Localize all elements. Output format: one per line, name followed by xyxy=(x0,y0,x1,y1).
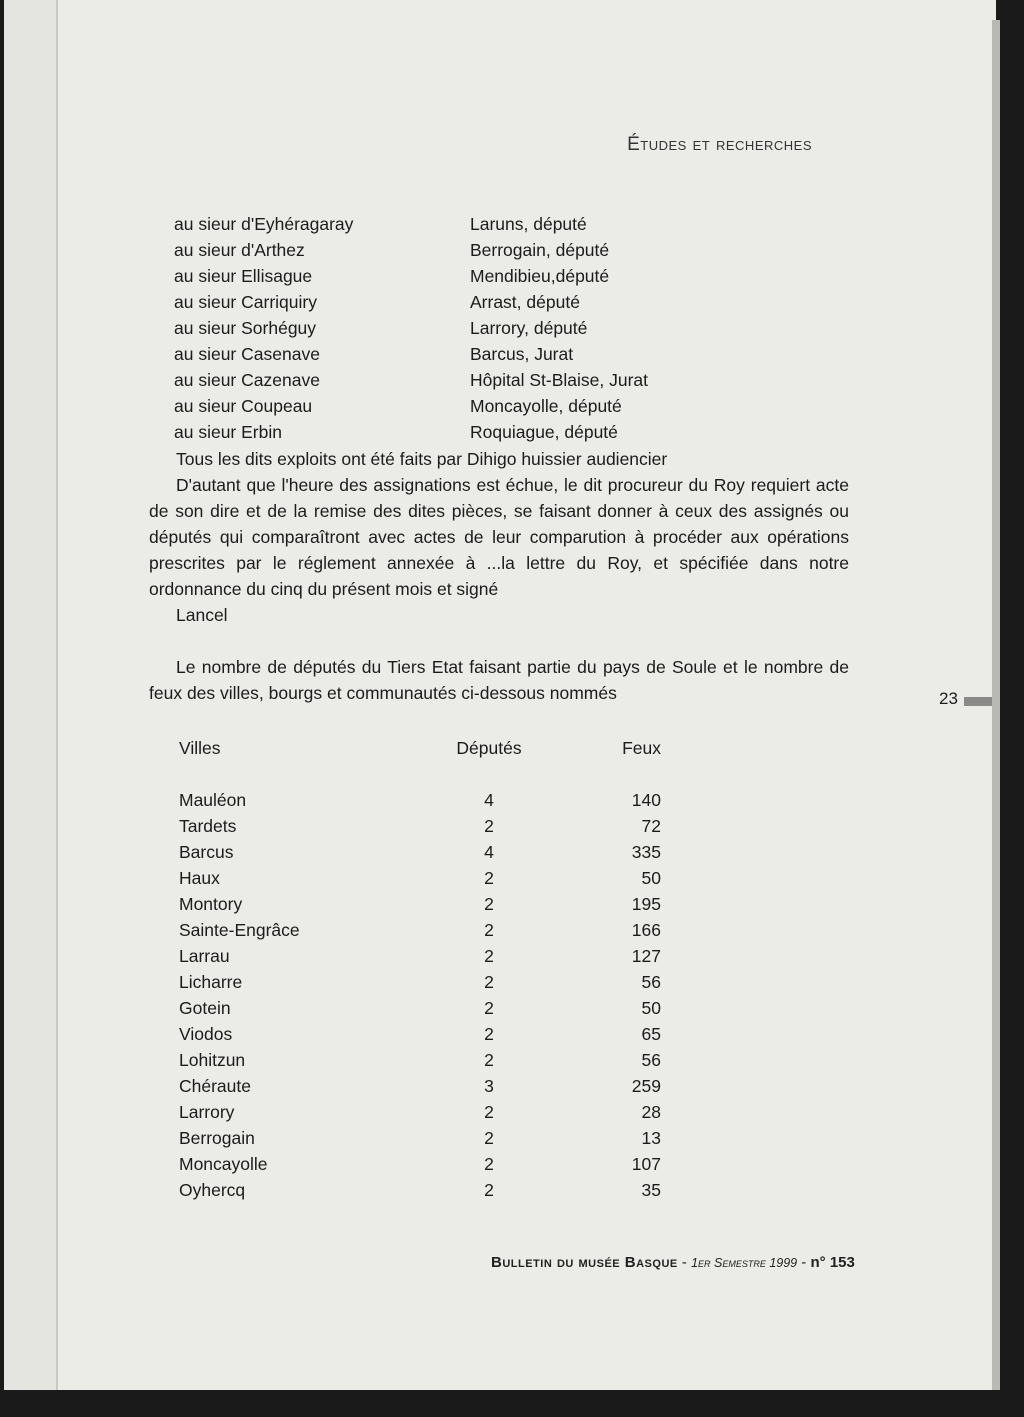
cell-ville: Gotein xyxy=(179,998,231,1018)
cell-deputes: 2 xyxy=(484,816,494,836)
cell-ville: Barcus xyxy=(179,842,234,862)
cell-ville: Mauléon xyxy=(179,790,247,810)
assignations-list xyxy=(174,211,648,445)
assigned-person: au sieur Carriquiry xyxy=(174,292,317,312)
table-row xyxy=(179,943,661,969)
assigned-person: au sieur Sorhéguy xyxy=(174,318,317,338)
cell-feux: 259 xyxy=(631,1076,661,1096)
table-row xyxy=(179,1047,661,1073)
header-villes: Villes xyxy=(179,738,221,758)
table-row xyxy=(179,1151,661,1177)
cell-ville: Chéraute xyxy=(179,1076,251,1096)
cell-deputes: 2 xyxy=(484,1128,494,1148)
body-text xyxy=(149,446,849,706)
cell-feux: 28 xyxy=(641,1102,661,1122)
cell-ville: Tardets xyxy=(179,816,237,836)
person-role: Mendibieu,député xyxy=(470,266,610,286)
page-edge xyxy=(992,20,1000,1390)
journal-title: Bulletin du musée Basque xyxy=(491,1254,678,1271)
footer xyxy=(491,1254,855,1271)
table-row xyxy=(179,1021,661,1047)
cell-feux: 335 xyxy=(631,842,661,862)
table-row xyxy=(179,839,661,865)
cell-ville: Licharre xyxy=(179,972,243,992)
cell-deputes: 3 xyxy=(484,1076,494,1096)
cell-feux: 50 xyxy=(641,998,661,1018)
table-header xyxy=(179,735,661,761)
assigned-person: au sieur d'Eyhéragaray xyxy=(174,214,354,234)
table-row xyxy=(179,995,661,1021)
cell-deputes: 4 xyxy=(484,842,494,862)
person-role: Larrory, député xyxy=(470,318,588,338)
table-row xyxy=(179,1125,661,1151)
cell-ville: Oyhercq xyxy=(179,1180,246,1200)
list-item xyxy=(174,419,648,445)
facing-page-edge xyxy=(4,0,58,1390)
person-role: Laruns, député xyxy=(470,214,587,234)
list-item xyxy=(174,315,648,341)
cell-deputes: 2 xyxy=(484,1180,494,1200)
person-role: Berrogain, député xyxy=(470,240,610,260)
paragraph: Le nombre de députés du Tiers Etat faisant partie du pays de Soule et le nombre de feux des villes, bourgs et communautés ci-dessous nommés xyxy=(149,657,849,703)
cell-deputes: 2 xyxy=(484,868,494,888)
assigned-person: au sieur Casenave xyxy=(174,344,320,364)
cell-ville: Moncayolle xyxy=(179,1154,268,1174)
table-row xyxy=(179,1177,661,1203)
list-item xyxy=(174,367,648,393)
table-row xyxy=(179,1099,661,1125)
header-deputes: Députés xyxy=(456,738,522,758)
paragraph: D'autant que l'heure des assignations est échue, le dit procureur du Roy requiert acte de son dire et de la remise des dites pièces, se faisant donner à ceux des assignés ou députés qui comparaîtront avec actes de leur comparution à procéder aux opérations prescrites par le réglement annexée à ...la lettre du Roy, et spécifiée dans notre ordonnance du cinq du présent mois et signé xyxy=(149,475,849,599)
table-row xyxy=(179,787,661,813)
cell-feux: 72 xyxy=(641,816,661,836)
person-role: Hôpital St-Blaise, Jurat xyxy=(470,370,648,390)
cell-deputes: 2 xyxy=(484,946,494,966)
cell-feux: 166 xyxy=(631,920,661,940)
cell-deputes: 2 xyxy=(484,998,494,1018)
cell-feux: 50 xyxy=(641,868,661,888)
list-item xyxy=(174,211,648,237)
cell-deputes: 2 xyxy=(484,920,494,940)
cell-deputes: 2 xyxy=(484,1102,494,1122)
separator: - xyxy=(797,1254,811,1271)
cell-ville: Montory xyxy=(179,894,243,914)
cell-deputes: 2 xyxy=(484,1154,494,1174)
page xyxy=(4,0,996,1390)
cell-deputes: 2 xyxy=(484,1050,494,1070)
table-row xyxy=(179,917,661,943)
cell-ville: Larrory xyxy=(179,1102,235,1122)
list-item xyxy=(174,263,648,289)
cell-ville: Haux xyxy=(179,868,220,888)
issue-number: n° 153 xyxy=(810,1254,855,1271)
list-item xyxy=(174,341,648,367)
cell-ville: Larrau xyxy=(179,946,230,966)
assigned-person: au sieur Cazenave xyxy=(174,370,320,390)
running-head: Études et recherches xyxy=(627,134,812,155)
cell-ville: Berrogain xyxy=(179,1128,255,1148)
deputes-table xyxy=(179,735,661,1203)
table-row xyxy=(179,891,661,917)
assigned-person: au sieur Ellisague xyxy=(174,266,313,286)
cell-feux: 13 xyxy=(641,1128,661,1148)
person-role: Moncayolle, député xyxy=(470,396,622,416)
assigned-person: au sieur d'Arthez xyxy=(174,240,305,260)
assigned-person: au sieur Erbin xyxy=(174,422,282,442)
issue: 1er Semestre 1999 xyxy=(691,1256,798,1270)
table-row xyxy=(179,865,661,891)
person-role: Barcus, Jurat xyxy=(470,344,574,364)
list-item xyxy=(174,289,648,315)
signature-line: Lancel xyxy=(176,605,228,625)
cell-feux: 140 xyxy=(631,790,661,810)
assigned-person: au sieur Coupeau xyxy=(174,396,313,416)
cell-deputes: 2 xyxy=(484,894,494,914)
cell-feux: 56 xyxy=(641,1050,661,1070)
person-role: Roquiague, député xyxy=(470,422,618,442)
cell-deputes: 2 xyxy=(484,972,494,992)
header-feux: Feux xyxy=(622,738,661,758)
separator: - xyxy=(677,1254,692,1271)
paragraph: Tous les dits exploits ont été faits par Dihigo huissier audiencier xyxy=(176,449,668,469)
cell-ville: Sainte-Engrâce xyxy=(179,920,300,940)
cell-deputes: 4 xyxy=(484,790,494,810)
cell-feux: 107 xyxy=(631,1154,661,1174)
cell-ville: Viodos xyxy=(179,1024,233,1044)
cell-deputes: 2 xyxy=(484,1024,494,1044)
list-item xyxy=(174,393,648,419)
table-row xyxy=(179,1073,661,1099)
table-row xyxy=(179,813,661,839)
cell-feux: 65 xyxy=(641,1024,661,1044)
list-item xyxy=(174,237,648,263)
person-role: Arrast, député xyxy=(470,292,580,312)
table-row xyxy=(179,969,661,995)
cell-feux: 56 xyxy=(641,972,661,992)
cell-ville: Lohitzun xyxy=(179,1050,246,1070)
cell-feux: 35 xyxy=(641,1180,661,1200)
cell-feux: 195 xyxy=(631,894,661,914)
page-number: 23 xyxy=(939,689,958,708)
cell-feux: 127 xyxy=(631,946,661,966)
